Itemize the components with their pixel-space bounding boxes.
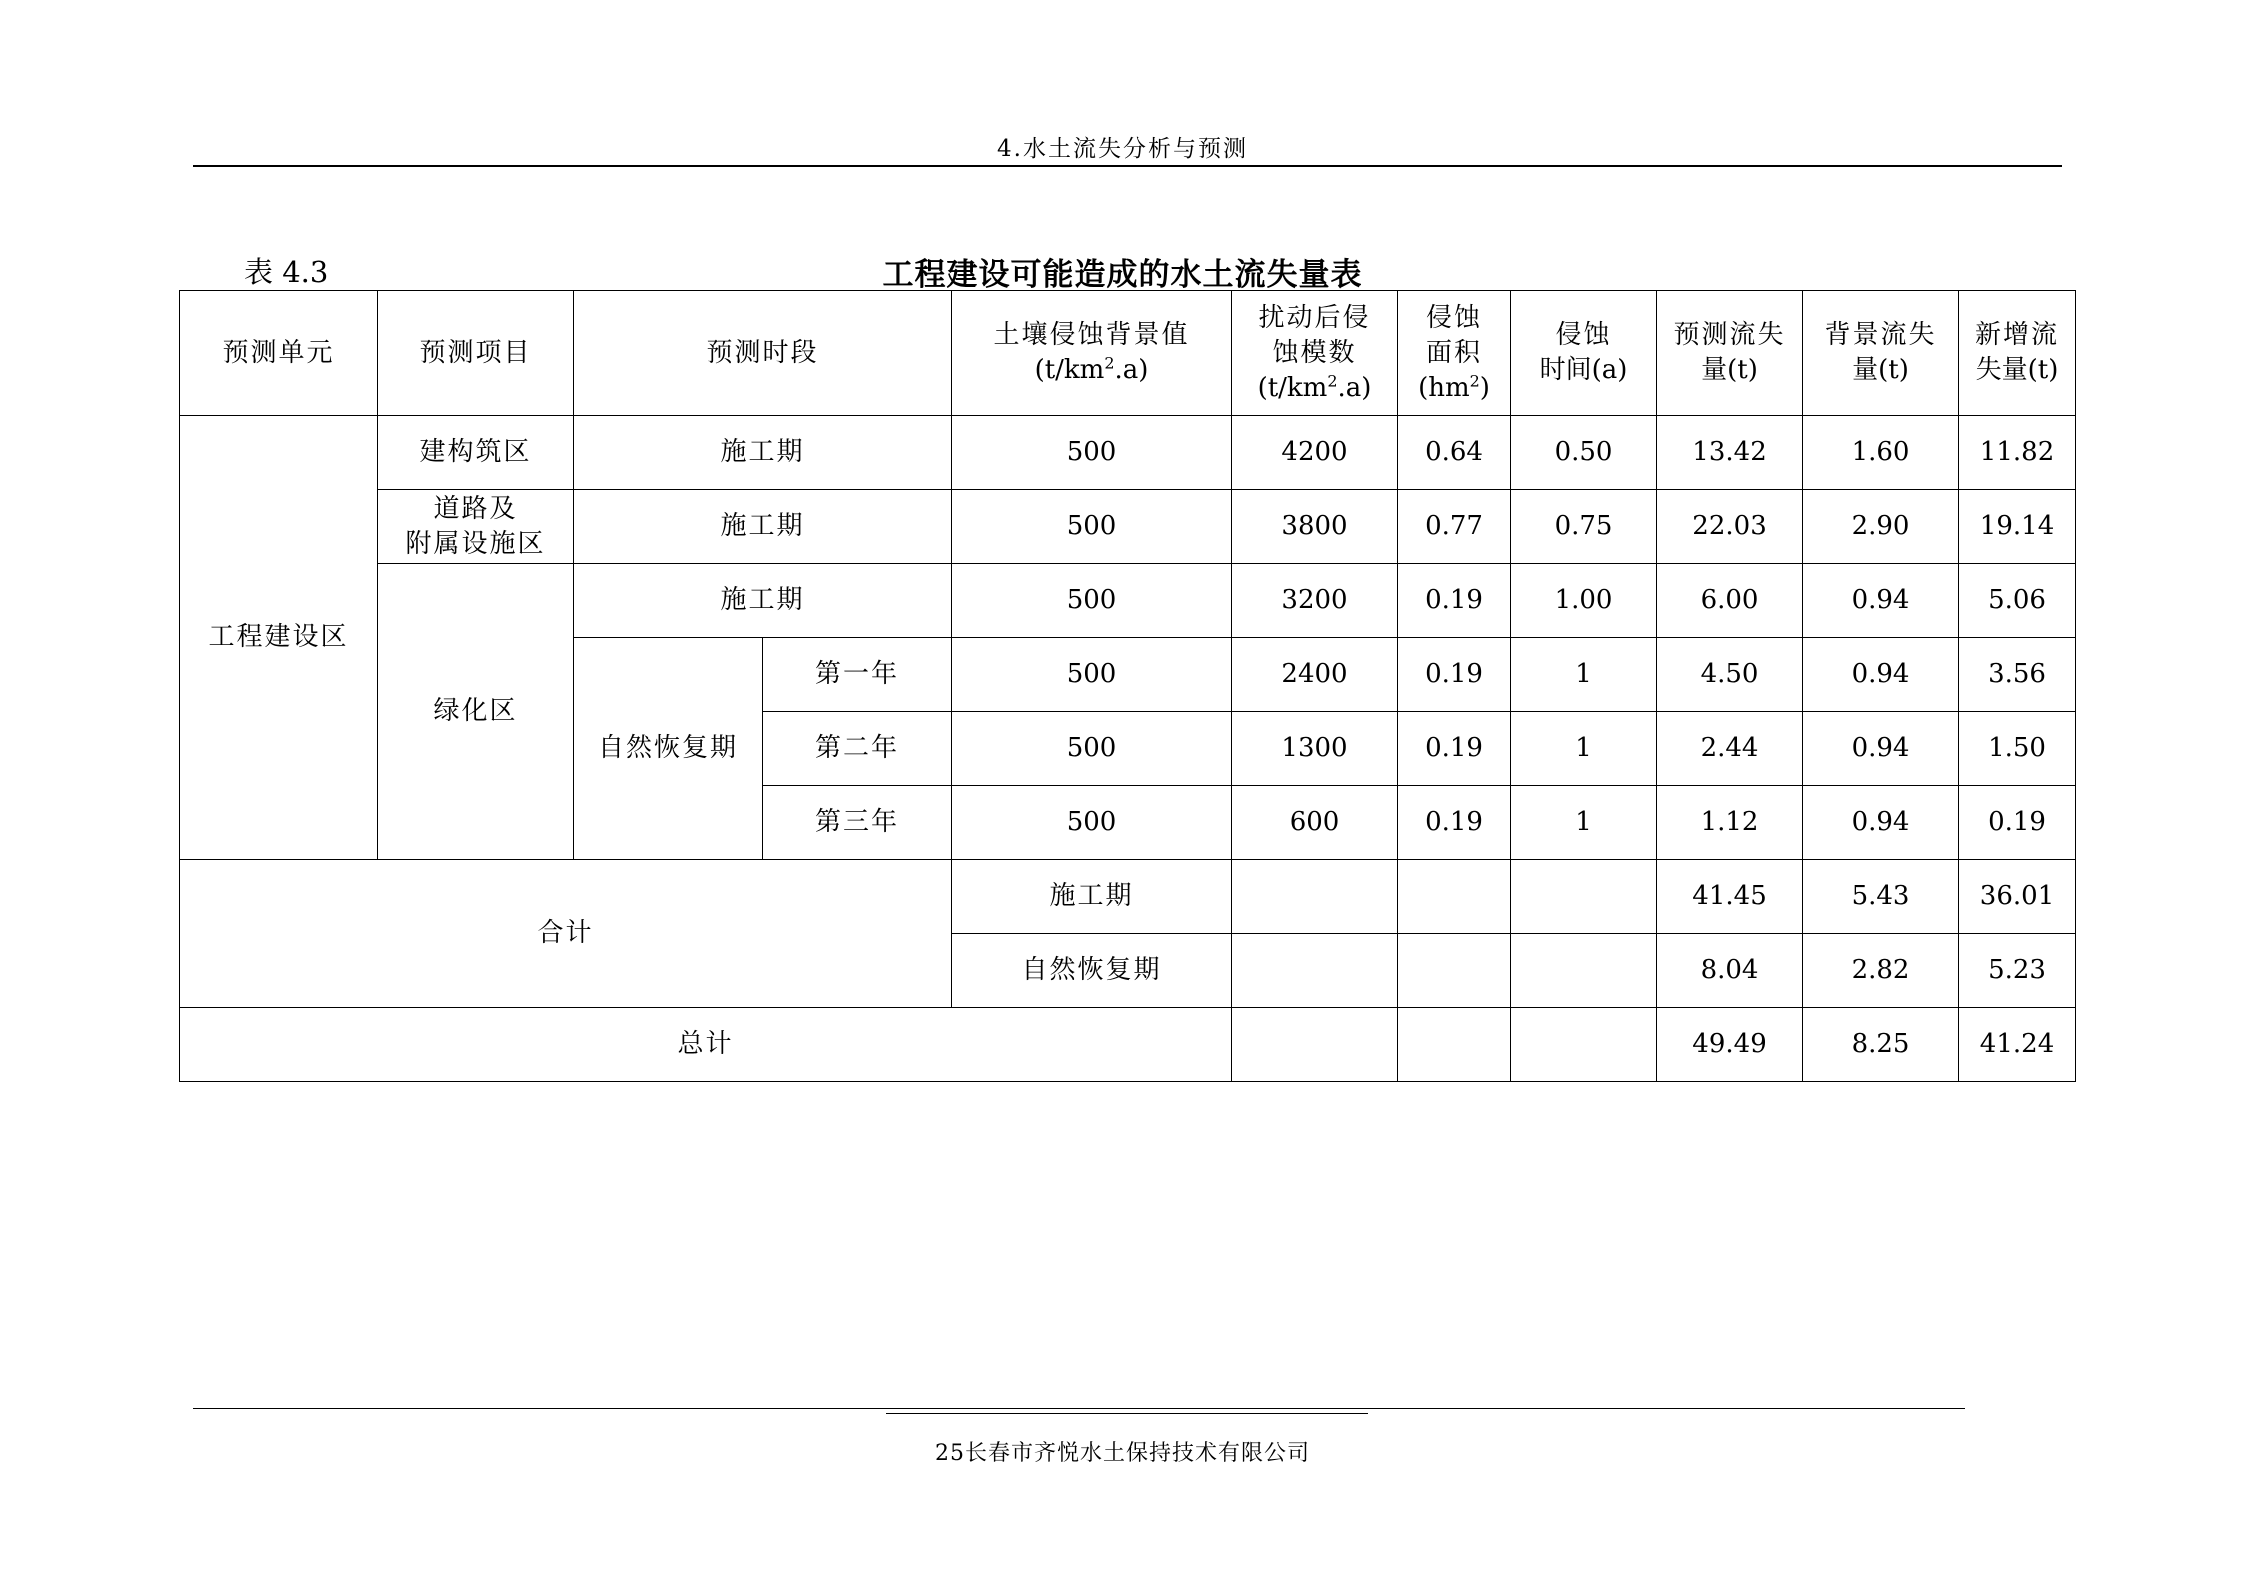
time-cell: 1 — [1511, 712, 1657, 786]
header-area-line2: 面积 — [1426, 337, 1483, 368]
header-time — [1511, 291, 1657, 416]
header-disturbed-line1: 扰动后侵 — [1258, 302, 1371, 333]
bg-cell: 500 — [952, 564, 1232, 638]
header-added-line2: 失量(t) — [1975, 355, 2059, 385]
added-loss-cell: 0.19 — [1959, 786, 2076, 860]
table-label: 表 4.3 — [244, 255, 329, 289]
modulus-cell: 600 — [1232, 786, 1398, 860]
area-cell: 0.19 — [1398, 564, 1511, 638]
predicted-cell: 13.42 — [1657, 416, 1803, 490]
table-row — [180, 416, 2076, 490]
empty-cell — [1511, 1008, 1657, 1082]
header-time-line2: 时间(a) — [1539, 355, 1628, 385]
item-cell: 建构筑区 — [378, 416, 574, 490]
table-row — [180, 490, 2076, 564]
background-loss-cell: 2.82 — [1803, 934, 1959, 1008]
table-caption: 工程建设可能造成的水土流失量表 — [882, 257, 1363, 293]
modulus-cell: 1300 — [1232, 712, 1398, 786]
area-cell: 0.77 — [1398, 490, 1511, 564]
time-cell: 0.75 — [1511, 490, 1657, 564]
predicted-cell: 1.12 — [1657, 786, 1803, 860]
empty-cell — [1511, 860, 1657, 934]
modulus-cell: 3800 — [1232, 490, 1398, 564]
sub-period-cell: 第三年 — [763, 786, 952, 860]
predicted-cell: 41.45 — [1657, 860, 1803, 934]
background-loss-cell: 8.25 — [1803, 1008, 1959, 1082]
subtotal-period-cell: 自然恢复期 — [952, 934, 1232, 1008]
added-loss-cell: 41.24 — [1959, 1008, 2076, 1082]
sub-period-cell: 第二年 — [763, 712, 952, 786]
header-predicted-line2: 量(t) — [1701, 355, 1758, 385]
total-row — [180, 1008, 2076, 1082]
header-area — [1398, 291, 1511, 416]
header-added-loss — [1959, 291, 2076, 416]
header-predicted-loss — [1657, 291, 1803, 416]
bg-cell: 500 — [952, 786, 1232, 860]
bg-cell: 500 — [952, 638, 1232, 712]
header-predicted-line1: 预测流失 — [1673, 320, 1786, 350]
bg-cell: 500 — [952, 712, 1232, 786]
area-cell: 0.19 — [1398, 786, 1511, 860]
footer-rule — [193, 1408, 1965, 1409]
page-footer — [0, 1436, 2245, 1467]
added-loss-cell: 19.14 — [1959, 490, 2076, 564]
added-loss-cell: 5.23 — [1959, 934, 2076, 1008]
predicted-cell: 22.03 — [1657, 490, 1803, 564]
background-loss-cell: 2.90 — [1803, 490, 1959, 564]
added-loss-cell: 1.50 — [1959, 712, 2076, 786]
bg-cell: 500 — [952, 490, 1232, 564]
predicted-cell: 8.04 — [1657, 934, 1803, 1008]
bg-cell: 500 — [952, 416, 1232, 490]
header-disturbed-line2: 蚀模数 — [1272, 337, 1357, 368]
added-loss-cell: 11.82 — [1959, 416, 2076, 490]
subtotal-period-cell: 施工期 — [952, 860, 1232, 934]
header-area-line1: 侵蚀 — [1426, 302, 1483, 333]
header-time-line1: 侵蚀 — [1555, 320, 1612, 350]
empty-cell — [1232, 860, 1398, 934]
empty-cell — [1232, 934, 1398, 1008]
empty-cell — [1398, 860, 1511, 934]
header-background-value — [952, 291, 1232, 416]
soil-loss-table — [179, 290, 2076, 1082]
background-loss-cell: 1.60 — [1803, 416, 1959, 490]
header-disturbed-line3: $(t/km^2.a)$ — [1257, 370, 1372, 403]
unit-cell: 工程建设区 — [180, 416, 378, 860]
header-item: 预测项目 — [378, 291, 574, 416]
header-rule — [193, 165, 2062, 167]
header-background-loss-line1: 背景流失 — [1824, 320, 1937, 350]
period-cell: 自然恢复期 — [574, 638, 763, 860]
table-header-row — [180, 291, 2076, 416]
predicted-cell: 6.00 — [1657, 564, 1803, 638]
total-label: 总计 — [180, 1008, 1232, 1082]
time-cell: 1.00 — [1511, 564, 1657, 638]
table-row — [180, 564, 2076, 638]
empty-cell — [1511, 934, 1657, 1008]
period-cell: 施工期 — [574, 416, 952, 490]
modulus-cell: 4200 — [1232, 416, 1398, 490]
background-loss-cell: 0.94 — [1803, 712, 1959, 786]
modulus-cell: 2400 — [1232, 638, 1398, 712]
area-cell: 0.64 — [1398, 416, 1511, 490]
company-name: 长春市齐悦水土保持技术有限公司 — [964, 1441, 1310, 1466]
background-loss-cell: 0.94 — [1803, 564, 1959, 638]
subtotal-label: 合计 — [180, 860, 952, 1008]
header-unit: 预测单元 — [180, 291, 378, 416]
time-cell: 1 — [1511, 786, 1657, 860]
header-background-loss — [1803, 291, 1959, 416]
time-cell: 0.50 — [1511, 416, 1657, 490]
added-loss-cell: 36.01 — [1959, 860, 2076, 934]
header-background-value-line2: $(t/km^2.a)$ — [1034, 353, 1149, 385]
empty-cell — [1232, 1008, 1398, 1082]
background-loss-cell: 5.43 — [1803, 860, 1959, 934]
header-disturbed-modulus — [1232, 291, 1398, 416]
added-loss-cell: 3.56 — [1959, 638, 2076, 712]
header-background-loss-line2: 量(t) — [1852, 355, 1909, 385]
subtotal-row — [180, 860, 2076, 934]
item-cell-line1: 道路及 — [433, 493, 518, 524]
empty-cell — [1398, 934, 1511, 1008]
item-cell-line2: 附属设施区 — [405, 528, 546, 559]
header-background-value-line1: 土壤侵蚀背景值 — [993, 320, 1190, 350]
header-area-line3: $(hm^2)$ — [1418, 370, 1490, 403]
background-loss-cell: 0.94 — [1803, 638, 1959, 712]
header-period: 预测时段 — [574, 291, 952, 416]
predicted-cell: 49.49 — [1657, 1008, 1803, 1082]
modulus-cell: 3200 — [1232, 564, 1398, 638]
sub-period-cell: 第一年 — [763, 638, 952, 712]
page-number: 25 — [934, 1441, 965, 1466]
period-cell: 施工期 — [574, 490, 952, 564]
predicted-cell: 4.50 — [1657, 638, 1803, 712]
footer-rule-short — [886, 1413, 1368, 1414]
area-cell: 0.19 — [1398, 712, 1511, 786]
time-cell: 1 — [1511, 638, 1657, 712]
period-cell: 施工期 — [574, 564, 952, 638]
added-loss-cell: 5.06 — [1959, 564, 2076, 638]
background-loss-cell: 0.94 — [1803, 786, 1959, 860]
area-cell: 0.19 — [1398, 638, 1511, 712]
item-cell — [378, 490, 574, 564]
header-added-line1: 新增流 — [1975, 320, 2060, 350]
item-cell: 绿化区 — [378, 564, 574, 860]
empty-cell — [1398, 1008, 1511, 1082]
predicted-cell: 2.44 — [1657, 712, 1803, 786]
page-header-title: 4.水土流失分析与预测 — [997, 136, 1248, 162]
